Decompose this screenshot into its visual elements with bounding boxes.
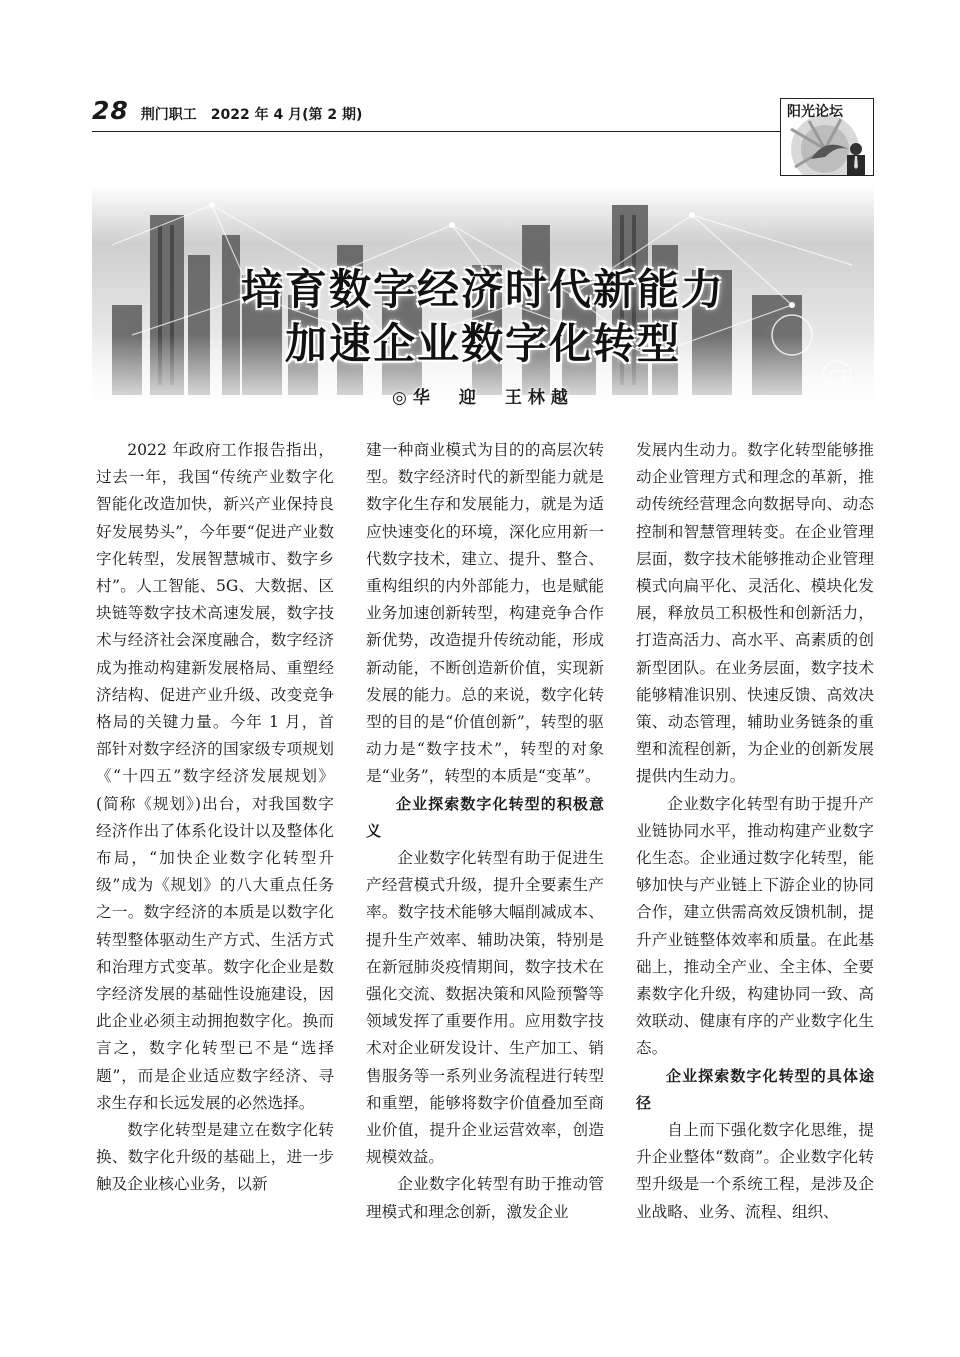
section-heading: 企业探索数字化转型的具体途径 <box>636 1066 874 1112</box>
byline: ◎华 迎 王林越 <box>392 388 574 408</box>
paragraph: 2022 年政府工作报告指出，过去一年，我国“传统产业数字化智能化改造加快，新兴产业保持良好发展势头”，今年要“促进产业数字化转型，发展智慧城市、数字乡村”。人工智能、5G、大数据、区块链等数字技术高速发展，数字技术与经济社会深度融合，数字经济成为推动构建新发展格局、重塑经济结构、促进产业升级、改变竞争格局的关键力量。今年 1 月，首部针对数字经济的国家级专项规划《“十四五”数字经济发展规划》(简称《规划》)出台，对我国数字经济作出了体系化设计以及整体化布局，“加快企业数字化转型升级”成为《规划》的八大重点任务之一。数字经济的本质是以数字化转型整体驱动生产方式、生活方式和治理方式变革。数字化企业是数字经济发展的基础性设施建设，因此企业必须主动拥抱数字化。换而言之，数字化转型已不是“选择题”，而是企业适应数字经济、寻求生存和长远发展的必然选择。 <box>96 441 334 1112</box>
column-1 <box>96 437 334 1199</box>
publication-name: 荆门职工 <box>140 107 197 123</box>
paragraph: 发展内生动力。数字化转型能够推动企业管理方式和理念的革新，推动传统经营理念向数据导向、动态控制和智慧管理转变。在企业管理层面，数字技术能够推动企业管理模式向扁平化、灵活化、模块化发展，释放员工积极性和创新活力，打造高活力、高水平、高素质的创新型团队。在业务层面，数字技术能够精准识别、快速反馈、高效决策、动态管理，辅助业务链条的重塑和流程创新，为企业的创新发展提供内生动力。 <box>636 441 874 786</box>
page-number: 28 <box>92 96 129 125</box>
section-heading: 企业探索数字化转型的积极意义 <box>366 794 604 840</box>
paragraph: 建一种商业模式为目的的高层次转型。数字经济时代的新型能力就是数字化生存和发展能力，就是为适应快速变化的环境，深化应用新一代数字技术，建立、提升、整合、重构组织的内外部能力，也是赋能业务加速创新转型，构建竞争合作新优势，改造提升传统动能，形成新动能，不断创造新价值，实现新发展的能力。总的来说，数字化转型的目的是“价值创新”，转型的驱动力是“数字技术”，转型的对象是“业务”，转型的本质是“变革”。 <box>366 441 604 786</box>
article-title-line-1: 培育数字经济时代新能力 <box>240 265 725 314</box>
issue-info: 2022 年 4 月(第 2 期) <box>210 107 363 123</box>
paragraph: 企业数字化转型有助于推动管理模式和理念创新，激发企业 <box>366 1175 604 1221</box>
column-2 <box>366 437 604 1226</box>
paragraph: 自上而下强化数字化思维，提升企业整体“数商”。企业数字化转型升级是一个系统工程，是涉及企业战略、业务、流程、组织、 <box>636 1121 874 1221</box>
paragraph: 企业数字化转型有助于提升产业链协同水平，推动构建产业数字化生态。企业通过数字化转型，能够加快与产业链上下游企业的协同合作，建立供需高效反馈机制，提升产业链整体效率和质量。在此基础上，推动全产业、全主体、全要素数字化升级，构建协同一致、高效联动、健康有序的产业数字化生态。 <box>636 794 874 1058</box>
column-logo <box>780 98 874 176</box>
header-rule <box>92 131 782 132</box>
paragraph: 企业数字化转型有助于促进生产经营模式升级，提升全要素生产率。数字技术能够大幅削减成本、提升生产效率、辅助决策，特别是在新冠肺炎疫情期间，数字技术在强化交流、数据决策和风险预警等领域发挥了重要作用。应用数字技术对企业研发设计、生产加工、销售服务等一系列业务流程进行转型和重塑，能够将数字价值叠加至商业价值，提升企业运营效率，创造规模效益。 <box>366 849 604 1167</box>
column-3 <box>636 437 874 1226</box>
paragraph: 数字化转型是建立在数字化转换、数字化升级的基础上，进一步触及企业核心业务，以新 <box>96 1121 334 1194</box>
page-header <box>92 96 362 126</box>
title-banner <box>92 185 874 420</box>
article-title-line-2: 加速企业数字化转型 <box>284 319 681 368</box>
column-name: 阳光论坛 <box>787 104 843 120</box>
